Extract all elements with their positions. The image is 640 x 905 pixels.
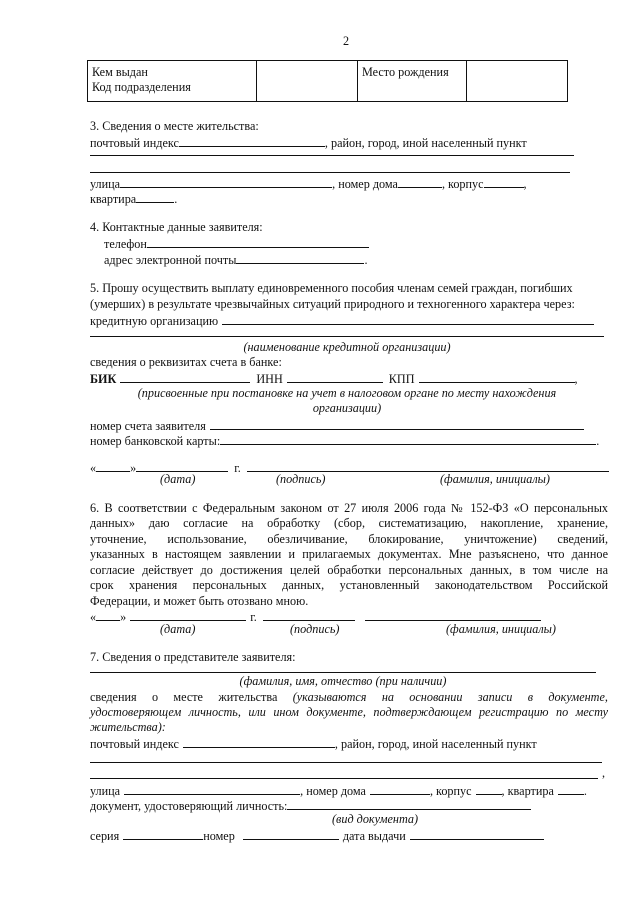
representative-residence-line-1 — [90, 690, 608, 705]
email-field[interactable] — [236, 252, 364, 264]
tax-caption-line-1: (присвоенные при постановке на учет в налоговом органе по месту нахождения — [137, 386, 557, 400]
credit-org-label: кредитную организацию — [90, 314, 219, 328]
rep-apartment-label: , квартира — [501, 784, 554, 798]
consent-line-2: данных» даю согласие на обработку (сбор, систематизацию, накопление, хранение, — [90, 516, 608, 530]
card-field[interactable] — [220, 433, 596, 445]
consent-line-3: уточнение, использование, обезличивание, блокирование, уничтожение) сведений, — [90, 532, 608, 546]
card-row: номер банковской карты: . — [90, 434, 600, 448]
identity-doc-label: документ, удостоверяющий личность: — [90, 799, 288, 813]
phone-label: телефон — [104, 237, 147, 251]
consent-day-field[interactable] — [96, 609, 120, 621]
consent-month-field[interactable] — [130, 609, 246, 621]
payment-day-field[interactable] — [96, 460, 130, 472]
payment-date-caption: (дата) — [160, 472, 196, 486]
issue-date-field[interactable] — [410, 828, 544, 840]
rep-street-field[interactable] — [124, 783, 300, 795]
rep-locality-label: , район, город, иной населенный пункт — [334, 737, 537, 751]
consent-date-caption: (дата) — [160, 622, 196, 636]
street-label: улица — [90, 177, 121, 191]
residence-heading: 3. Сведения о месте жительства: — [90, 119, 259, 133]
issue-date-label: дата выдачи — [342, 829, 406, 843]
representative-postal-row — [90, 736, 537, 752]
bik-label: БИК — [90, 372, 117, 386]
kpp-field[interactable] — [419, 371, 575, 383]
issued-by-value-cell — [257, 61, 358, 102]
payment-year-suffix: г. — [234, 461, 241, 475]
representative-residence-line-3: жительства): — [90, 720, 166, 734]
residence-word: в — [527, 690, 534, 704]
issued-by-label: Кем выдан — [92, 65, 148, 79]
rep-locality-comma: , — [602, 766, 606, 780]
page-number: 2 — [343, 34, 350, 48]
building-field[interactable] — [484, 176, 524, 188]
identity-doc-field[interactable] — [287, 798, 531, 810]
document-numbers-row — [90, 828, 544, 844]
division-code-label: Код подразделения — [92, 80, 191, 94]
consent-signature-caption: (подпись) — [290, 622, 340, 636]
issued-by-cell — [88, 61, 257, 102]
rep-locality-line-2[interactable] — [90, 778, 598, 779]
inn-field[interactable] — [287, 371, 383, 383]
house-label: , номер дома — [332, 177, 398, 191]
locality-line-1[interactable] — [90, 155, 574, 156]
email-label: адрес электронной почты — [104, 253, 237, 267]
postal-index-label: почтовый индекс — [90, 136, 179, 150]
rep-postal-index-field[interactable] — [183, 736, 335, 748]
representative-heading: 7. Сведения о представителе заявителя: — [90, 650, 296, 664]
representative-name-caption: (фамилия, имя, отчество (при наличии) — [239, 674, 447, 688]
payment-signature-caption: (подпись) — [276, 472, 326, 486]
doc-type-caption: (вид документа) — [332, 812, 419, 826]
bank-codes-row: БИК ИНН КПП , — [90, 372, 578, 386]
consent-line-4: указанных в настоящем заявлении и прилагаемых документах. Мне разъяснено, что данное — [90, 547, 608, 561]
series-label: серия — [90, 829, 120, 843]
payment-month-field[interactable] — [136, 460, 228, 472]
residence-postal-row — [90, 135, 527, 151]
series-field[interactable] — [123, 828, 203, 840]
locality-label: , район, город, иной населенный пункт — [324, 136, 527, 150]
representative-street-row: улица , номер дома , корпус , квартира . — [90, 784, 587, 798]
rep-house-field[interactable] — [370, 783, 430, 795]
identity-table — [87, 60, 568, 102]
credit-org-caption: (наименование кредитной организации) — [243, 340, 451, 354]
consent-signature-row: « » г. — [90, 609, 541, 625]
payment-request-line-2: (умерших) в результате чрезвычайных ситуаций природного и техногенного характера через: — [90, 297, 575, 311]
apartment-label: квартира — [90, 192, 137, 206]
account-row — [90, 418, 584, 434]
email-row: адрес электронной почты . — [104, 253, 368, 267]
locality-line-2[interactable] — [90, 172, 570, 173]
payment-name-caption: (фамилия, инициалы) — [440, 472, 550, 486]
apartment-field[interactable] — [136, 191, 174, 203]
rep-apartment-field[interactable] — [558, 783, 584, 795]
residence-word: (указываются — [292, 690, 367, 704]
tax-caption-line-2: организации) — [312, 401, 382, 415]
contacts-heading: 4. Контактные данные заявителя: — [90, 220, 263, 234]
number-label: номер — [203, 829, 235, 843]
house-field[interactable] — [398, 176, 442, 188]
consent-last-line: Федерации, и может быть отозвано мною. — [90, 594, 309, 608]
phone-row — [104, 236, 369, 252]
consent-line-5: согласие действует до достижения целей обработки персональных данных, в том числе на — [90, 563, 608, 577]
account-label: номер счета заявителя — [90, 419, 206, 433]
payment-signature-field[interactable] — [247, 460, 609, 472]
number-field[interactable] — [243, 828, 339, 840]
residence-apartment-row: квартира . — [90, 192, 178, 206]
representative-residence-line-2: удостоверяющем личность, или ином документе, подтверждающем регистрацию по месту — [90, 705, 608, 719]
birthplace-value-cell — [467, 61, 568, 102]
rep-house-label: , номер дома — [300, 784, 366, 798]
building-label: , корпус — [441, 177, 484, 191]
consent-name-field[interactable] — [365, 609, 541, 621]
residence-word: основании — [409, 690, 463, 704]
bank-details-label: сведения о реквизитах счета в банке: — [90, 355, 282, 369]
credit-org-row — [90, 313, 594, 329]
residence-word: месте — [173, 690, 203, 704]
payment-signature-row: « » г. — [90, 460, 609, 476]
inn-label: ИНН — [256, 372, 283, 386]
identity-doc-row — [90, 798, 531, 814]
consent-year-suffix: г. — [250, 610, 257, 624]
consent-line-6: срок хранения персональных данных, установленный законодательством Российской — [90, 578, 608, 592]
rep-building-label: , корпус — [429, 784, 472, 798]
residence-word: о — [151, 690, 159, 704]
kpp-label: КПП — [388, 372, 415, 386]
credit-org-field[interactable] — [222, 313, 594, 325]
residence-street-row: улица , номер дома , корпус , — [90, 177, 527, 191]
residence-word: жительства — [218, 690, 278, 704]
postal-index-field[interactable] — [179, 135, 325, 147]
residence-word: на — [381, 690, 394, 704]
rep-postal-index-label: почтовый индекс — [90, 737, 179, 751]
street-field[interactable] — [120, 176, 332, 188]
rep-locality-line-1[interactable] — [90, 762, 602, 763]
account-field[interactable] — [210, 418, 584, 430]
representative-name-line[interactable] — [90, 672, 596, 673]
card-label: номер банковской карты: — [90, 434, 221, 448]
residence-word: документе, — [548, 690, 608, 704]
birthplace-label: Место рождения — [362, 65, 449, 79]
residence-word: сведения — [90, 690, 137, 704]
phone-field[interactable] — [147, 236, 369, 248]
bik-field[interactable] — [120, 371, 250, 383]
rep-building-field[interactable] — [476, 783, 502, 795]
residence-word: записи — [477, 690, 513, 704]
credit-org-line-2[interactable] — [90, 336, 604, 337]
payment-request-line-1: 5. Прошу осуществить выплату единовременного пособия членам семей граждан, погибших — [90, 281, 573, 295]
birthplace-cell — [358, 61, 467, 102]
rep-street-label: улица — [90, 784, 121, 798]
consent-name-caption: (фамилия, инициалы) — [446, 622, 556, 636]
consent-line-1: 6. В соответствии с Федеральным законом от 27 июля 2006 года № 152-ФЗ «О персональных — [90, 501, 608, 515]
consent-signature-field[interactable] — [263, 609, 355, 621]
